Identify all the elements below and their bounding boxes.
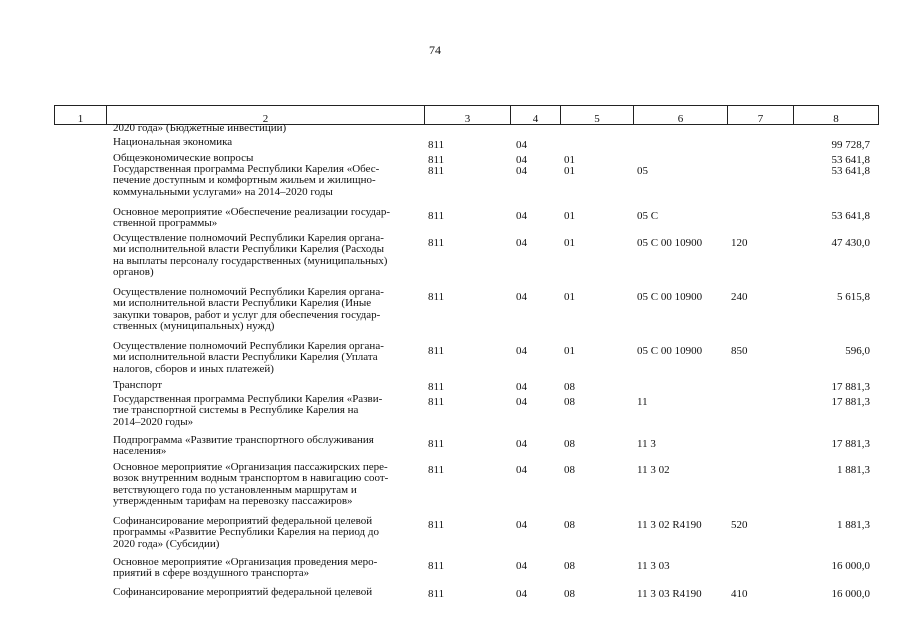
cell-c5: 01 — [564, 165, 575, 177]
cell-c8: 596,0 — [845, 345, 870, 357]
row-name-line: Государственная программа Республики Карелия «Разви- — [113, 393, 383, 405]
cell-c4: 04 — [516, 381, 527, 393]
header-col-8: 8 — [793, 105, 879, 125]
row-name-line: Осуществление полномочий Республики Карелия органа- — [113, 340, 384, 352]
row-name — [113, 341, 418, 375]
row-name-line: Общеэкономические вопросы — [113, 152, 254, 164]
row-name — [113, 123, 418, 134]
row-name — [113, 164, 418, 198]
cell-c6: 05 С 00 10900 — [637, 237, 703, 249]
cell-c8: 17 881,3 — [831, 381, 870, 393]
header-col-5: 5 — [560, 105, 633, 125]
cell-c8: 53 641,8 — [831, 210, 870, 222]
row-name-line: Основное мероприятие «Организация проведения меро- — [113, 556, 378, 568]
cell-c4: 04 — [516, 210, 527, 222]
cell-c4: 04 — [516, 438, 527, 450]
cell-c5: 01 — [564, 345, 575, 357]
cell-c5: 08 — [564, 438, 575, 450]
cell-c5: 08 — [564, 560, 575, 572]
cell-c4: 04 — [516, 139, 527, 151]
cell-c4: 04 — [516, 560, 527, 572]
row-name-line: органов) — [113, 265, 154, 278]
cell-c8: 17 881,3 — [831, 396, 870, 408]
cell-c3: 811 — [428, 210, 445, 222]
cell-c6: 05 С 00 10900 — [637, 291, 703, 303]
row-name-line: Осуществление полномочий Республики Карелия органа- — [113, 232, 384, 244]
cell-c5: 01 — [564, 154, 575, 166]
cell-c4: 04 — [516, 165, 527, 177]
cell-c3: 811 — [428, 396, 445, 408]
header-col-7: 7 — [727, 105, 793, 125]
row-name-line: коммунальными услугами» на 2014–2020 годы — [113, 185, 333, 198]
cell-c6: 05 — [637, 165, 648, 177]
row-name-line: ми исполнительной власти Республики Карелия (Расходы — [113, 243, 385, 256]
row-name — [113, 557, 418, 580]
cell-c5: 08 — [564, 381, 575, 393]
cell-c8: 53 641,8 — [831, 154, 870, 166]
row-name-line: Государственная программа Республики Карелия «Обес- — [113, 163, 380, 175]
row-name — [113, 207, 418, 230]
cell-c4: 04 — [516, 519, 527, 531]
row-name — [113, 233, 418, 278]
cell-c6: 11 — [637, 396, 648, 408]
row-name-line: 2014–2020 годы» — [113, 415, 194, 428]
row-name-line: Национальная экономика — [113, 136, 233, 148]
row-name-line: 2020 года» (Субсидии) — [113, 537, 220, 550]
row-name-line: приятий в сфере воздушного транспорта» — [113, 567, 310, 580]
cell-c8: 1 881,3 — [837, 464, 870, 476]
row-name — [113, 394, 418, 428]
row-name-line: программы «Развитие Республики Карелия на период до — [113, 526, 379, 539]
row-name-line: населения» — [113, 445, 167, 458]
cell-c3: 811 — [428, 519, 445, 531]
row-name-line: ветствующего года по установленным маршрутам и — [113, 483, 357, 496]
cell-c3: 811 — [428, 139, 445, 151]
cell-c5: 01 — [564, 237, 575, 249]
row-name-line: Подпрограмма «Развитие транспортного обслуживания — [113, 434, 374, 446]
row-name-line: Основное мероприятие «Организация пассажирских пере- — [113, 461, 388, 473]
cell-c3: 811 — [428, 154, 445, 166]
header-col-6: 6 — [633, 105, 727, 125]
cell-c4: 04 — [516, 154, 527, 166]
row-name-line: Софинансирование мероприятий федеральной целевой — [113, 515, 373, 527]
cell-c6: 05 С 00 10900 — [637, 345, 703, 357]
cell-c6: 11 3 03 — [637, 560, 670, 572]
cell-c7: 240 — [731, 291, 748, 303]
row-name-line: 2020 года» (Бюджетные инвестиции) — [113, 122, 287, 134]
row-name-line: Осуществление полномочий Республики Карелия органа- — [113, 286, 384, 298]
cell-c5: 08 — [564, 588, 575, 600]
cell-c6: 05 С — [637, 210, 659, 222]
cell-c7: 120 — [731, 237, 748, 249]
cell-c8: 16 000,0 — [831, 588, 870, 600]
row-name-line: закупки товаров, работ и услуг для обеспечения государ- — [113, 308, 381, 321]
row-name-line: ственной программы» — [113, 217, 218, 230]
cell-c5: 01 — [564, 291, 575, 303]
header-col-1: 1 — [54, 105, 106, 125]
cell-c4: 04 — [516, 345, 527, 357]
cell-c8: 53 641,8 — [831, 165, 870, 177]
row-name-line: Основное мероприятие «Обеспечение реализации государ- — [113, 206, 391, 218]
row-name-line: ми исполнительной власти Республики Карелия (Иные — [113, 297, 372, 310]
row-name — [113, 435, 418, 458]
cell-c8: 47 430,0 — [831, 237, 870, 249]
row-name — [113, 587, 418, 598]
cell-c6: 11 3 — [637, 438, 656, 450]
cell-c7: 850 — [731, 345, 748, 357]
header-col-2: 2 — [106, 105, 424, 125]
cell-c4: 04 — [516, 291, 527, 303]
cell-c3: 811 — [428, 588, 445, 600]
cell-c7: 520 — [731, 519, 748, 531]
cell-c8: 99 728,7 — [831, 139, 870, 151]
header-col-4: 4 — [510, 105, 560, 125]
row-name — [113, 380, 418, 391]
cell-c6: 11 3 02 R4190 — [637, 519, 702, 531]
row-name-line: ми исполнительной власти Республики Карелия (Уплата — [113, 351, 378, 364]
cell-c8: 5 615,8 — [837, 291, 870, 303]
row-name-line: на выплаты персоналу государственных (муниципальных) — [113, 254, 388, 267]
cell-c3: 811 — [428, 464, 445, 476]
row-name — [113, 462, 418, 507]
header-col-3: 3 — [424, 105, 510, 125]
cell-c3: 811 — [428, 165, 445, 177]
cell-c4: 04 — [516, 464, 527, 476]
row-name-line: ственных (муниципальных) нужд) — [113, 319, 275, 332]
row-name-line: Софинансирование мероприятий федеральной целевой — [113, 586, 373, 598]
row-name-line: налогов, сборов и иных платежей) — [113, 362, 274, 375]
cell-c5: 01 — [564, 210, 575, 222]
cell-c3: 811 — [428, 237, 445, 249]
cell-c3: 811 — [428, 560, 445, 572]
cell-c4: 04 — [516, 588, 527, 600]
cell-c5: 08 — [564, 464, 575, 476]
row-name-line: утвержденным тарифам на перевозку пассажиров» — [113, 494, 353, 507]
cell-c3: 811 — [428, 381, 445, 393]
page-number: 74 — [429, 43, 441, 57]
cell-c8: 17 881,3 — [831, 438, 870, 450]
cell-c5: 08 — [564, 519, 575, 531]
row-name-line: возок внутренним водным транспортом в навигацию соот- — [113, 472, 389, 485]
row-name-line: печение доступным и комфортным жильем и жилищно- — [113, 174, 376, 187]
cell-c8: 16 000,0 — [831, 560, 870, 572]
row-name — [113, 287, 418, 332]
cell-c3: 811 — [428, 438, 445, 450]
cell-c7: 410 — [731, 588, 748, 600]
cell-c3: 811 — [428, 291, 445, 303]
cell-c4: 04 — [516, 237, 527, 249]
row-name — [113, 516, 418, 550]
cell-c6: 11 3 02 — [637, 464, 670, 476]
cell-c6: 11 3 03 R4190 — [637, 588, 702, 600]
row-name-line: Транспорт — [113, 379, 163, 391]
cell-c3: 811 — [428, 345, 445, 357]
row-name-line: тие транспортной системы в Республике Карелия на — [113, 404, 359, 417]
row-name — [113, 137, 418, 148]
cell-c8: 1 881,3 — [837, 519, 870, 531]
cell-c4: 04 — [516, 396, 527, 408]
cell-c5: 08 — [564, 396, 575, 408]
